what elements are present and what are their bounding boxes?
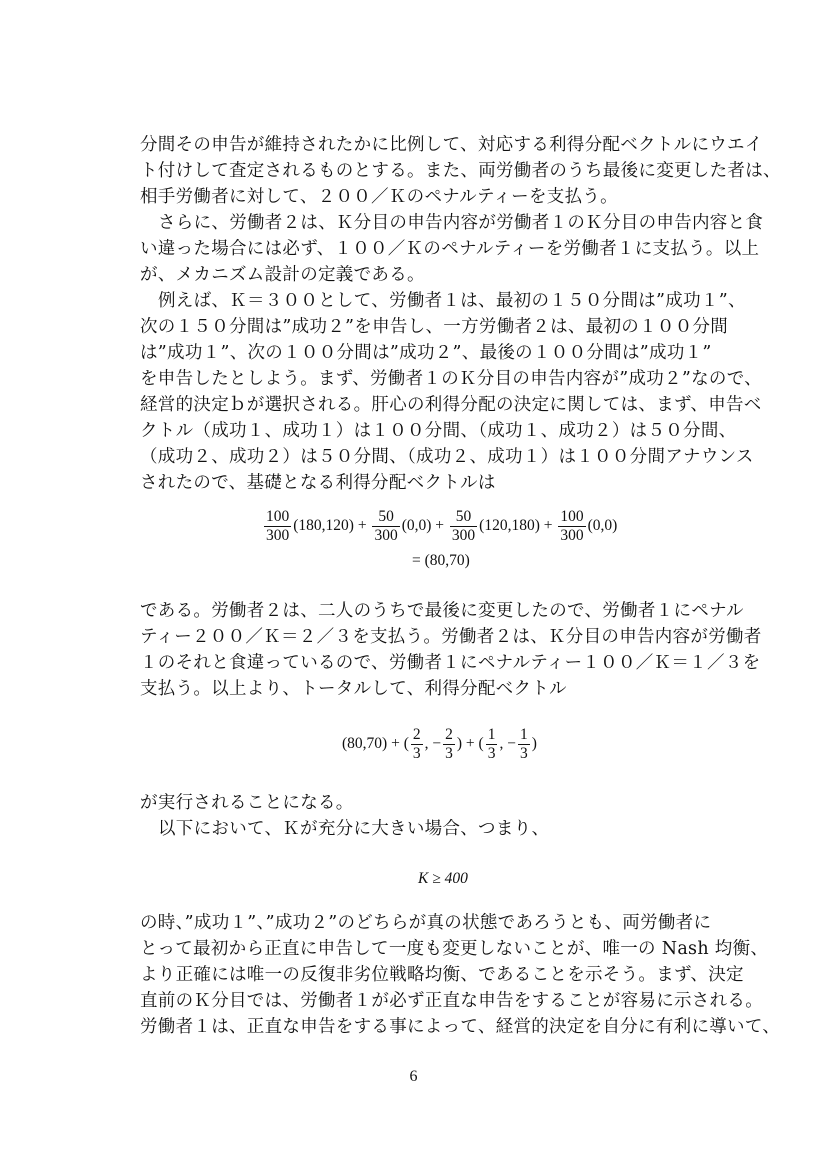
paragraph-3 — [140, 288, 762, 496]
text-line: 次の１５０分間は”成功２”を申告し、一方労働者２は、最初の１００分間 — [140, 317, 729, 337]
text-line: されたので、基礎となる利得分配ベクトルは — [140, 473, 496, 493]
text-line: ティー２００／Ｋ＝２／３を支払う。労働者２は、Ｋ分目の申告内容が労働者 — [140, 627, 762, 647]
equation-2 — [342, 726, 537, 763]
text-line: （成功２、成功２）は５０分間、（成功２、成功１）は１００分間アナウンス — [140, 447, 754, 467]
fraction: $\frac{2}{3}$ — [412, 726, 421, 762]
text-line: より正確には唯一の反復非劣位戦略均衡、であることを示そう。まず、決定 — [140, 965, 744, 985]
paragraph-2 — [140, 210, 764, 288]
fraction: $\frac{2}{3}$ — [445, 726, 453, 762]
separator: , − — [499, 735, 516, 753]
text-line: 以下において、Ｋが充分に大きい場合、つまり、 — [158, 819, 550, 839]
text-line: とって最初から正直に申告して一度も変更しないことが、唯一の Nash 均衡、 — [140, 939, 769, 959]
text-line: 直前のＫ分目では、労働者１が必ず正直な申告をすることが容易に示される。 — [140, 991, 763, 1011]
text-line: が実行されることになる。 — [140, 793, 354, 813]
plus-sign: + — [543, 517, 553, 535]
plus-sign: + — [435, 517, 445, 535]
fraction: $\frac{50}{300}$ — [451, 508, 476, 544]
vector: (120,180) — [479, 517, 540, 535]
text-line: である。労働者２は、二人のうちで最後に変更したので、労働者１にペナル — [140, 601, 744, 621]
page-number: 6 — [409, 1068, 418, 1085]
paragraph-4 — [140, 598, 762, 702]
text-line: を申告したとしよう。まず、労働者１のＫ分目の申告内容が”成功２”なので、 — [140, 369, 762, 389]
separator: , − — [424, 735, 442, 753]
text-line: クトル（成功１、成功１）は１００分間、（成功１、成功２）は５０分間、 — [140, 421, 737, 441]
text-line: が、メカニズム設計の定義である。 — [140, 265, 425, 285]
paragraph-7 — [140, 910, 781, 1040]
separator: ) + ( — [456, 735, 484, 753]
paragraph-1 — [140, 132, 781, 210]
text-line: 例えば、Ｋ＝３００として、労働者１は、最初の１５０分間は”成功１”、 — [158, 291, 746, 311]
text-line: い違った場合には必ず、１００／Ｋのペナルティーを労働者１に支払う。以上 — [140, 239, 760, 259]
fraction: $\frac{1}{3}$ — [487, 726, 496, 762]
text-line: ト付けして査定されるものとする。また、両労働者のうち最後に変更した者は、 — [140, 161, 781, 181]
text-line: 経営的決定ｂが選択される。肝心の利得分配の決定に関しては、まず、申告ベ — [140, 395, 762, 415]
plus-sign: + — [357, 517, 367, 535]
text-line: １のそれと食違っているので、労働者１にペナルティー１００／Ｋ＝１／３を — [140, 653, 761, 673]
fraction: $\frac{100}{300}$ — [560, 508, 584, 544]
vector: (0,0) — [401, 517, 432, 535]
inequality: K ≥ 400 — [418, 870, 468, 887]
vector: (0,0) — [587, 517, 618, 535]
paragraph-6 — [140, 816, 740, 842]
text-line: の時、”成功１”、”成功２”のどちらが真の状態であろうとも、両労働者に — [140, 913, 712, 933]
text-line: は”成功１”、次の１００分間は”成功２”、最後の１００分間は”成功１” — [140, 343, 712, 363]
text-line: 相手労働者に対して、２００／Ｋのペナルティーを支払う。 — [140, 187, 618, 207]
fraction: $\frac{1}{3}$ — [519, 726, 528, 762]
text-line: 分間その申告が維持されたかに比例して、対応する利得分配ベクトルにウエイ — [140, 135, 763, 155]
vector: (180,120) — [293, 517, 354, 535]
paragraph-5 — [140, 790, 740, 816]
vector: (80,70) + ( — [342, 735, 409, 753]
equation-1-result: = (80,70) — [412, 552, 470, 569]
text-line: さらに、労働者２は、Ｋ分目の申告内容が労働者１のＫ分目の申告内容と食 — [158, 213, 764, 233]
separator: ) — [531, 735, 537, 753]
fraction: $\frac{50}{300}$ — [374, 508, 398, 544]
fraction: $\frac{100}{300}$ — [266, 508, 290, 544]
text-line: 労働者１は、正直な申告をする事によって、経営的決定を自分に有利に導いて、 — [140, 1017, 781, 1037]
equation-1 — [262, 508, 617, 545]
text-line: 支払う。以上より、トータルして、利得分配ベクトル — [140, 679, 567, 699]
